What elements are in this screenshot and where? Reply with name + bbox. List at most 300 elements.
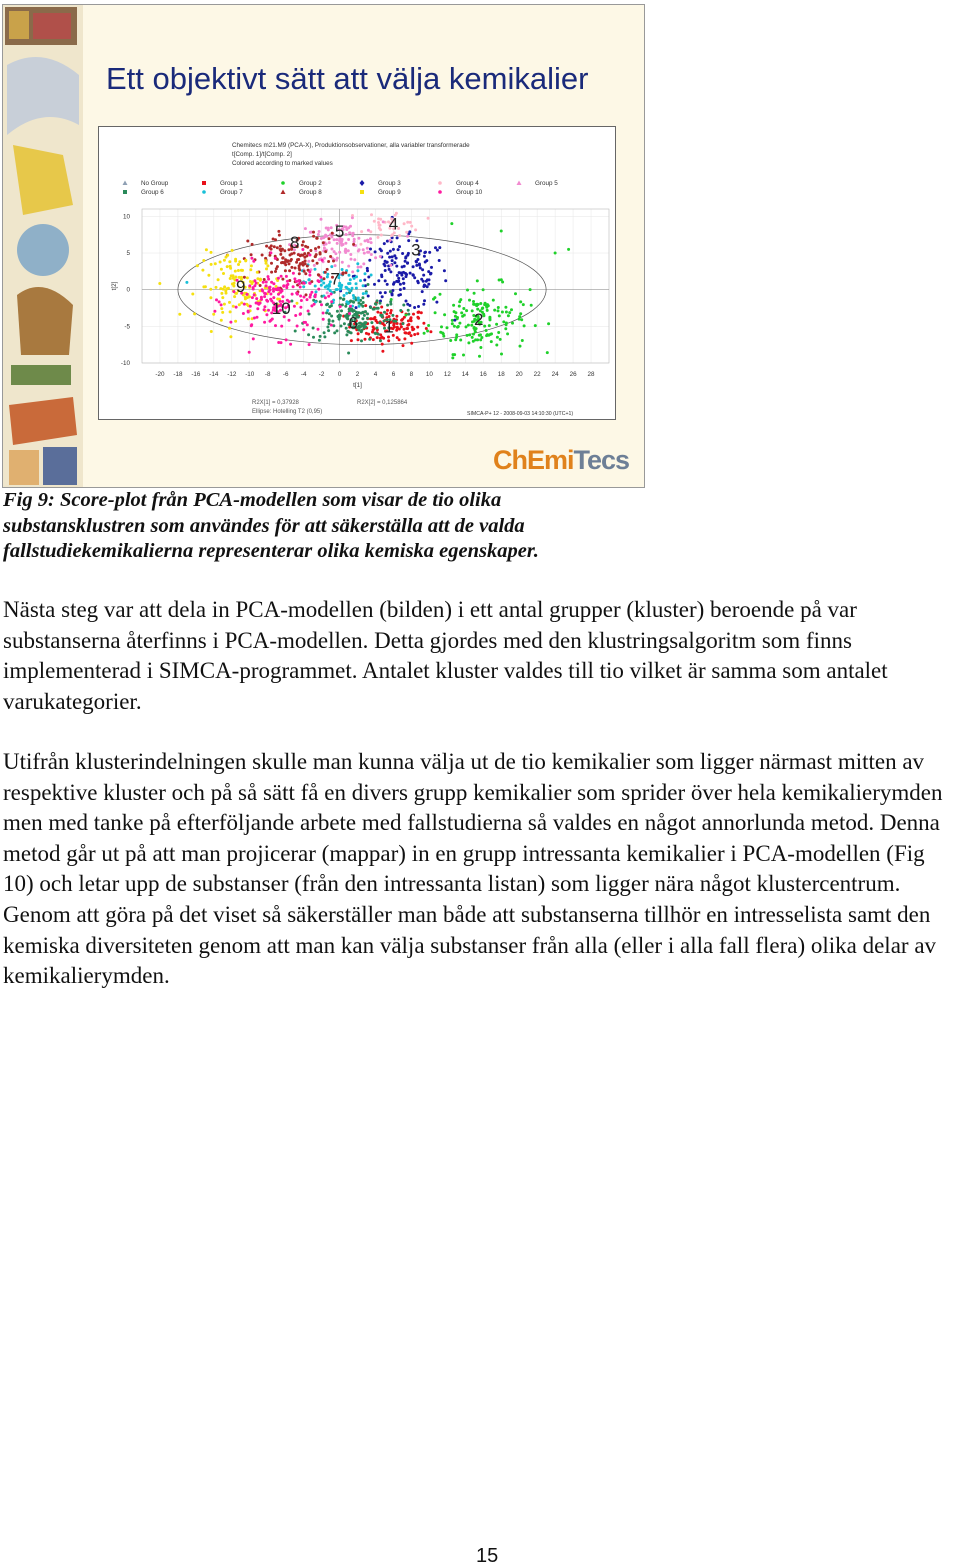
data-point xyxy=(250,282,253,285)
data-point xyxy=(315,290,318,293)
chemitecs-logo xyxy=(493,445,629,476)
data-point xyxy=(323,247,326,250)
data-point xyxy=(453,310,456,313)
data-point xyxy=(406,303,409,306)
data-point xyxy=(368,338,371,341)
data-point xyxy=(223,285,226,288)
data-point xyxy=(387,339,390,342)
data-point xyxy=(265,267,268,270)
y-tick-label: 10 xyxy=(122,213,130,221)
data-point xyxy=(340,325,343,328)
data-point xyxy=(281,278,284,281)
data-point xyxy=(417,311,420,314)
data-point xyxy=(337,315,340,318)
data-point xyxy=(376,336,379,339)
legend-label: Group 9 xyxy=(378,189,401,196)
data-point xyxy=(319,276,322,279)
data-point xyxy=(363,314,366,317)
data-point xyxy=(369,248,372,251)
x-tick-label: 24 xyxy=(551,371,559,378)
data-point xyxy=(312,327,315,330)
data-point xyxy=(458,305,461,308)
data-point xyxy=(328,241,331,244)
data-point xyxy=(299,312,302,315)
data-point xyxy=(291,293,294,296)
y-tick-label: 5 xyxy=(126,250,130,257)
data-point xyxy=(547,322,550,325)
data-point xyxy=(401,265,404,268)
data-point xyxy=(229,335,232,338)
data-point xyxy=(308,278,311,281)
data-point xyxy=(277,293,280,296)
data-point xyxy=(459,298,462,301)
data-point xyxy=(489,318,492,321)
data-point xyxy=(285,275,288,278)
scatter-points xyxy=(158,212,570,360)
cluster-label: 9 xyxy=(236,277,246,296)
data-point xyxy=(249,305,252,308)
data-point xyxy=(212,313,215,316)
data-point xyxy=(408,230,411,233)
data-point xyxy=(191,293,194,296)
data-point xyxy=(399,293,402,296)
data-point xyxy=(280,275,283,278)
data-point xyxy=(332,260,335,263)
data-point xyxy=(196,264,199,267)
data-point xyxy=(345,233,348,236)
data-point xyxy=(439,293,442,296)
data-point xyxy=(317,279,320,282)
data-point xyxy=(238,260,241,263)
data-point xyxy=(379,224,382,227)
data-point xyxy=(401,322,404,325)
data-point xyxy=(504,327,507,330)
data-point xyxy=(220,303,223,306)
data-point xyxy=(376,327,379,330)
data-point xyxy=(205,248,208,251)
x-tick-label: 18 xyxy=(497,371,505,378)
data-point xyxy=(223,303,226,306)
data-point xyxy=(410,319,413,322)
legend-marker xyxy=(438,190,442,194)
data-point xyxy=(362,262,365,265)
data-point xyxy=(297,279,300,282)
data-point xyxy=(279,253,282,256)
data-point xyxy=(402,304,405,307)
data-point xyxy=(434,311,437,314)
data-point xyxy=(307,310,310,313)
data-point xyxy=(364,239,367,242)
legend-entry xyxy=(360,189,401,196)
data-point xyxy=(453,325,456,328)
data-point xyxy=(330,304,333,307)
outlier-point xyxy=(185,281,188,284)
data-point xyxy=(505,311,508,314)
data-point xyxy=(518,318,521,321)
data-point xyxy=(372,317,375,320)
data-point xyxy=(290,300,293,303)
data-point xyxy=(330,293,333,296)
data-point xyxy=(265,262,268,265)
x-tick-label: 20 xyxy=(515,371,523,378)
data-point xyxy=(436,249,439,252)
data-point xyxy=(425,280,428,283)
x-tick-label: -18 xyxy=(173,371,183,378)
data-point xyxy=(312,231,315,234)
data-point xyxy=(272,282,275,285)
data-point xyxy=(264,259,267,262)
data-point xyxy=(407,309,410,312)
data-point xyxy=(334,264,337,267)
data-point xyxy=(434,246,437,249)
data-point xyxy=(299,306,302,309)
data-point xyxy=(468,333,471,336)
data-point xyxy=(406,327,409,330)
data-point xyxy=(240,301,243,304)
data-point xyxy=(412,313,415,316)
data-point xyxy=(227,287,230,290)
data-point xyxy=(382,220,385,223)
data-point xyxy=(415,261,418,264)
data-point xyxy=(285,338,288,341)
data-point xyxy=(372,329,375,332)
data-point xyxy=(209,288,212,291)
data-point xyxy=(269,286,272,289)
data-point xyxy=(362,248,365,251)
data-point xyxy=(361,305,364,308)
data-point xyxy=(232,290,235,293)
data-point xyxy=(367,276,370,279)
data-point xyxy=(420,311,423,314)
data-point xyxy=(409,272,412,275)
data-point xyxy=(438,246,441,249)
data-point xyxy=(458,322,461,325)
data-point xyxy=(240,269,243,272)
data-point xyxy=(294,330,297,333)
data-point xyxy=(326,268,329,271)
body-paragraph-1: Nästa steg var att dela in PCA-modellen (bilden) i ett antal grupper (kluster) beroende på var substanserna återfinns i PCA-modellen. Detta gjordes med den klustringsalgoritm som finns implementerad i SIMCA-programmet. Antalet kluster valdes till tio vilket är samma som antalet varukategorier. xyxy=(3,597,888,714)
legend-entry xyxy=(123,189,164,196)
data-point xyxy=(237,269,240,272)
data-point xyxy=(326,235,329,238)
data-point xyxy=(326,273,329,276)
data-point xyxy=(281,257,284,260)
data-point xyxy=(202,259,205,262)
data-point xyxy=(357,266,360,269)
data-point xyxy=(471,336,474,339)
data-point xyxy=(232,305,235,308)
data-point xyxy=(243,303,246,306)
y-axis-label: t[2] xyxy=(111,281,118,291)
data-point xyxy=(269,251,272,254)
data-point xyxy=(329,255,332,258)
data-point xyxy=(233,282,236,285)
data-point xyxy=(389,300,392,303)
data-point xyxy=(406,235,409,238)
data-point xyxy=(317,328,320,331)
data-point xyxy=(391,293,394,296)
data-point xyxy=(370,241,373,244)
outlier-point xyxy=(500,230,503,233)
data-point xyxy=(272,287,275,290)
data-point xyxy=(292,272,295,275)
data-point xyxy=(352,294,355,297)
data-point xyxy=(299,286,302,289)
data-point xyxy=(267,278,270,281)
data-point xyxy=(326,275,329,278)
data-point xyxy=(379,339,382,342)
data-point xyxy=(293,277,296,280)
data-point xyxy=(363,279,366,282)
data-point xyxy=(304,321,307,324)
data-point xyxy=(422,322,425,325)
legend-marker xyxy=(360,190,364,194)
data-point xyxy=(376,321,379,324)
data-point xyxy=(416,332,419,335)
data-point xyxy=(267,290,270,293)
data-point xyxy=(351,308,354,311)
data-point xyxy=(219,287,222,290)
data-point xyxy=(384,279,387,282)
data-point xyxy=(396,326,399,329)
data-point xyxy=(331,248,334,251)
data-point xyxy=(529,288,532,291)
data-point xyxy=(426,330,429,333)
data-point xyxy=(418,263,421,266)
data-point xyxy=(402,282,405,285)
logo-part-2: Tecs xyxy=(573,445,630,475)
x-tick-label: -8 xyxy=(264,371,271,378)
data-point xyxy=(442,335,445,338)
legend-entry xyxy=(202,189,243,196)
data-point xyxy=(347,282,350,285)
x-tick-label: -4 xyxy=(300,371,307,378)
data-point xyxy=(324,296,327,299)
outlier-point xyxy=(567,248,570,251)
data-point xyxy=(384,269,387,272)
data-point xyxy=(363,252,366,255)
data-point xyxy=(452,304,455,307)
x-tick-label: -6 xyxy=(282,371,289,378)
y-tick-label: -5 xyxy=(124,323,130,331)
data-point xyxy=(309,254,312,257)
outlier-point xyxy=(450,222,453,225)
data-point xyxy=(214,262,217,265)
data-point xyxy=(358,305,361,308)
data-point xyxy=(341,268,344,271)
data-point xyxy=(388,268,391,271)
data-point xyxy=(344,242,347,245)
data-point xyxy=(362,326,365,329)
data-point xyxy=(340,309,343,312)
data-point xyxy=(360,339,363,342)
data-point xyxy=(328,237,331,240)
data-point xyxy=(304,259,307,262)
data-point xyxy=(323,335,326,338)
data-point xyxy=(368,259,371,262)
data-point xyxy=(226,265,229,268)
data-point xyxy=(263,321,266,324)
data-point xyxy=(308,274,311,277)
legend-entry xyxy=(360,180,402,187)
x-tick-label: 8 xyxy=(409,371,414,378)
data-point xyxy=(256,302,259,305)
data-point xyxy=(281,295,284,298)
score-plot-chart xyxy=(98,126,616,420)
x-tick-label: 26 xyxy=(569,371,577,378)
data-point xyxy=(373,308,376,311)
x-tick-label: 2 xyxy=(355,371,360,378)
data-point xyxy=(384,260,387,263)
data-point xyxy=(402,277,405,280)
data-point xyxy=(488,316,491,319)
data-point xyxy=(274,257,277,260)
data-point xyxy=(358,302,361,305)
data-point xyxy=(406,221,409,224)
data-point xyxy=(259,284,262,287)
data-point xyxy=(331,320,334,323)
data-point xyxy=(248,284,251,287)
data-point xyxy=(360,230,363,233)
data-point xyxy=(410,225,413,228)
r2x2-footer: R2X[2] = 0,125864 xyxy=(357,400,408,406)
data-point xyxy=(328,312,331,315)
data-point xyxy=(370,213,373,216)
data-point xyxy=(377,279,380,282)
data-point xyxy=(276,265,279,268)
data-point xyxy=(280,341,283,344)
data-point xyxy=(424,261,427,264)
data-point xyxy=(374,332,377,335)
cluster-label: 1 xyxy=(384,317,394,337)
data-point xyxy=(317,273,320,276)
data-point xyxy=(379,218,382,221)
data-point xyxy=(246,240,249,243)
data-point xyxy=(270,244,273,247)
x-tick-label: -20 xyxy=(155,371,165,378)
data-point xyxy=(357,332,360,335)
data-point xyxy=(423,332,426,335)
data-point xyxy=(345,327,348,330)
data-point xyxy=(252,288,255,291)
data-point xyxy=(280,261,283,264)
data-point xyxy=(318,258,321,261)
data-point xyxy=(476,338,479,341)
data-point xyxy=(323,331,326,334)
data-point xyxy=(215,298,218,301)
chart-header-line: Chemitecs m21.M9 (PCA-X), Produktionsobservationer, alla variabler transformerade xyxy=(232,142,470,149)
data-point xyxy=(284,269,287,272)
data-point xyxy=(397,280,400,283)
data-point xyxy=(405,275,408,278)
legend-label: Group 6 xyxy=(141,189,164,196)
data-point xyxy=(339,305,342,308)
data-point xyxy=(320,218,323,221)
data-point xyxy=(256,271,259,274)
data-point xyxy=(390,234,393,237)
data-point xyxy=(519,312,522,315)
data-point xyxy=(311,259,314,262)
data-point xyxy=(407,323,410,326)
data-point xyxy=(492,299,495,302)
data-point xyxy=(519,300,522,303)
cluster-label: 8 xyxy=(289,233,300,252)
data-point xyxy=(307,260,310,263)
x-tick-label: 10 xyxy=(425,371,433,378)
data-point xyxy=(336,242,339,245)
data-point xyxy=(330,226,333,229)
data-point xyxy=(204,285,207,288)
data-point xyxy=(256,316,259,319)
data-point xyxy=(501,281,504,284)
ellipse-footer: Ellipse: Hotelling T2 (0,95) xyxy=(252,409,323,415)
data-point xyxy=(330,300,333,303)
data-point xyxy=(263,305,266,308)
cluster-label: 5 xyxy=(334,222,345,241)
data-point xyxy=(255,297,258,300)
data-point xyxy=(397,248,400,251)
data-point xyxy=(390,309,393,312)
data-point xyxy=(395,265,398,268)
data-point xyxy=(303,296,306,299)
data-point xyxy=(389,270,392,273)
legend-marker xyxy=(281,190,286,195)
data-point xyxy=(485,329,488,332)
data-point xyxy=(327,228,330,231)
data-point xyxy=(324,286,327,289)
data-point xyxy=(470,324,473,327)
data-point xyxy=(265,313,268,316)
data-point xyxy=(251,296,254,299)
legend-marker xyxy=(123,190,127,194)
data-point xyxy=(309,231,312,234)
data-point xyxy=(319,335,322,338)
data-point xyxy=(405,300,408,303)
data-point xyxy=(413,333,416,336)
data-point xyxy=(403,337,406,340)
data-point xyxy=(278,288,281,291)
data-point xyxy=(298,282,301,285)
x-tick-label: 22 xyxy=(533,371,541,378)
data-point xyxy=(263,308,266,311)
data-point xyxy=(378,227,381,230)
data-point xyxy=(262,281,265,284)
data-point xyxy=(441,332,444,335)
data-point xyxy=(309,282,312,285)
data-point xyxy=(415,264,418,267)
data-point xyxy=(305,254,308,257)
data-point xyxy=(391,255,394,258)
data-point xyxy=(381,350,384,353)
data-point xyxy=(362,292,365,295)
data-point xyxy=(414,228,417,231)
data-point xyxy=(234,260,237,263)
data-point xyxy=(413,306,416,309)
data-point xyxy=(422,280,425,283)
legend-label: Group 3 xyxy=(378,180,401,187)
data-point xyxy=(267,309,270,312)
figure-caption: Fig 9: Score-plot från PCA-modellen som visar de tio olika substansklustren som användes för att säkerställa att de valda fallstudiekemikalierna representerar olika kemiska egenskaper. xyxy=(3,489,539,562)
data-point xyxy=(521,339,524,342)
data-point xyxy=(473,292,476,295)
cluster-label: 10 xyxy=(271,299,291,318)
data-point xyxy=(284,258,287,261)
data-point xyxy=(367,295,370,298)
data-point xyxy=(250,257,253,260)
x-tick-label: -12 xyxy=(227,371,237,378)
data-point xyxy=(356,269,359,272)
data-point xyxy=(219,261,222,264)
